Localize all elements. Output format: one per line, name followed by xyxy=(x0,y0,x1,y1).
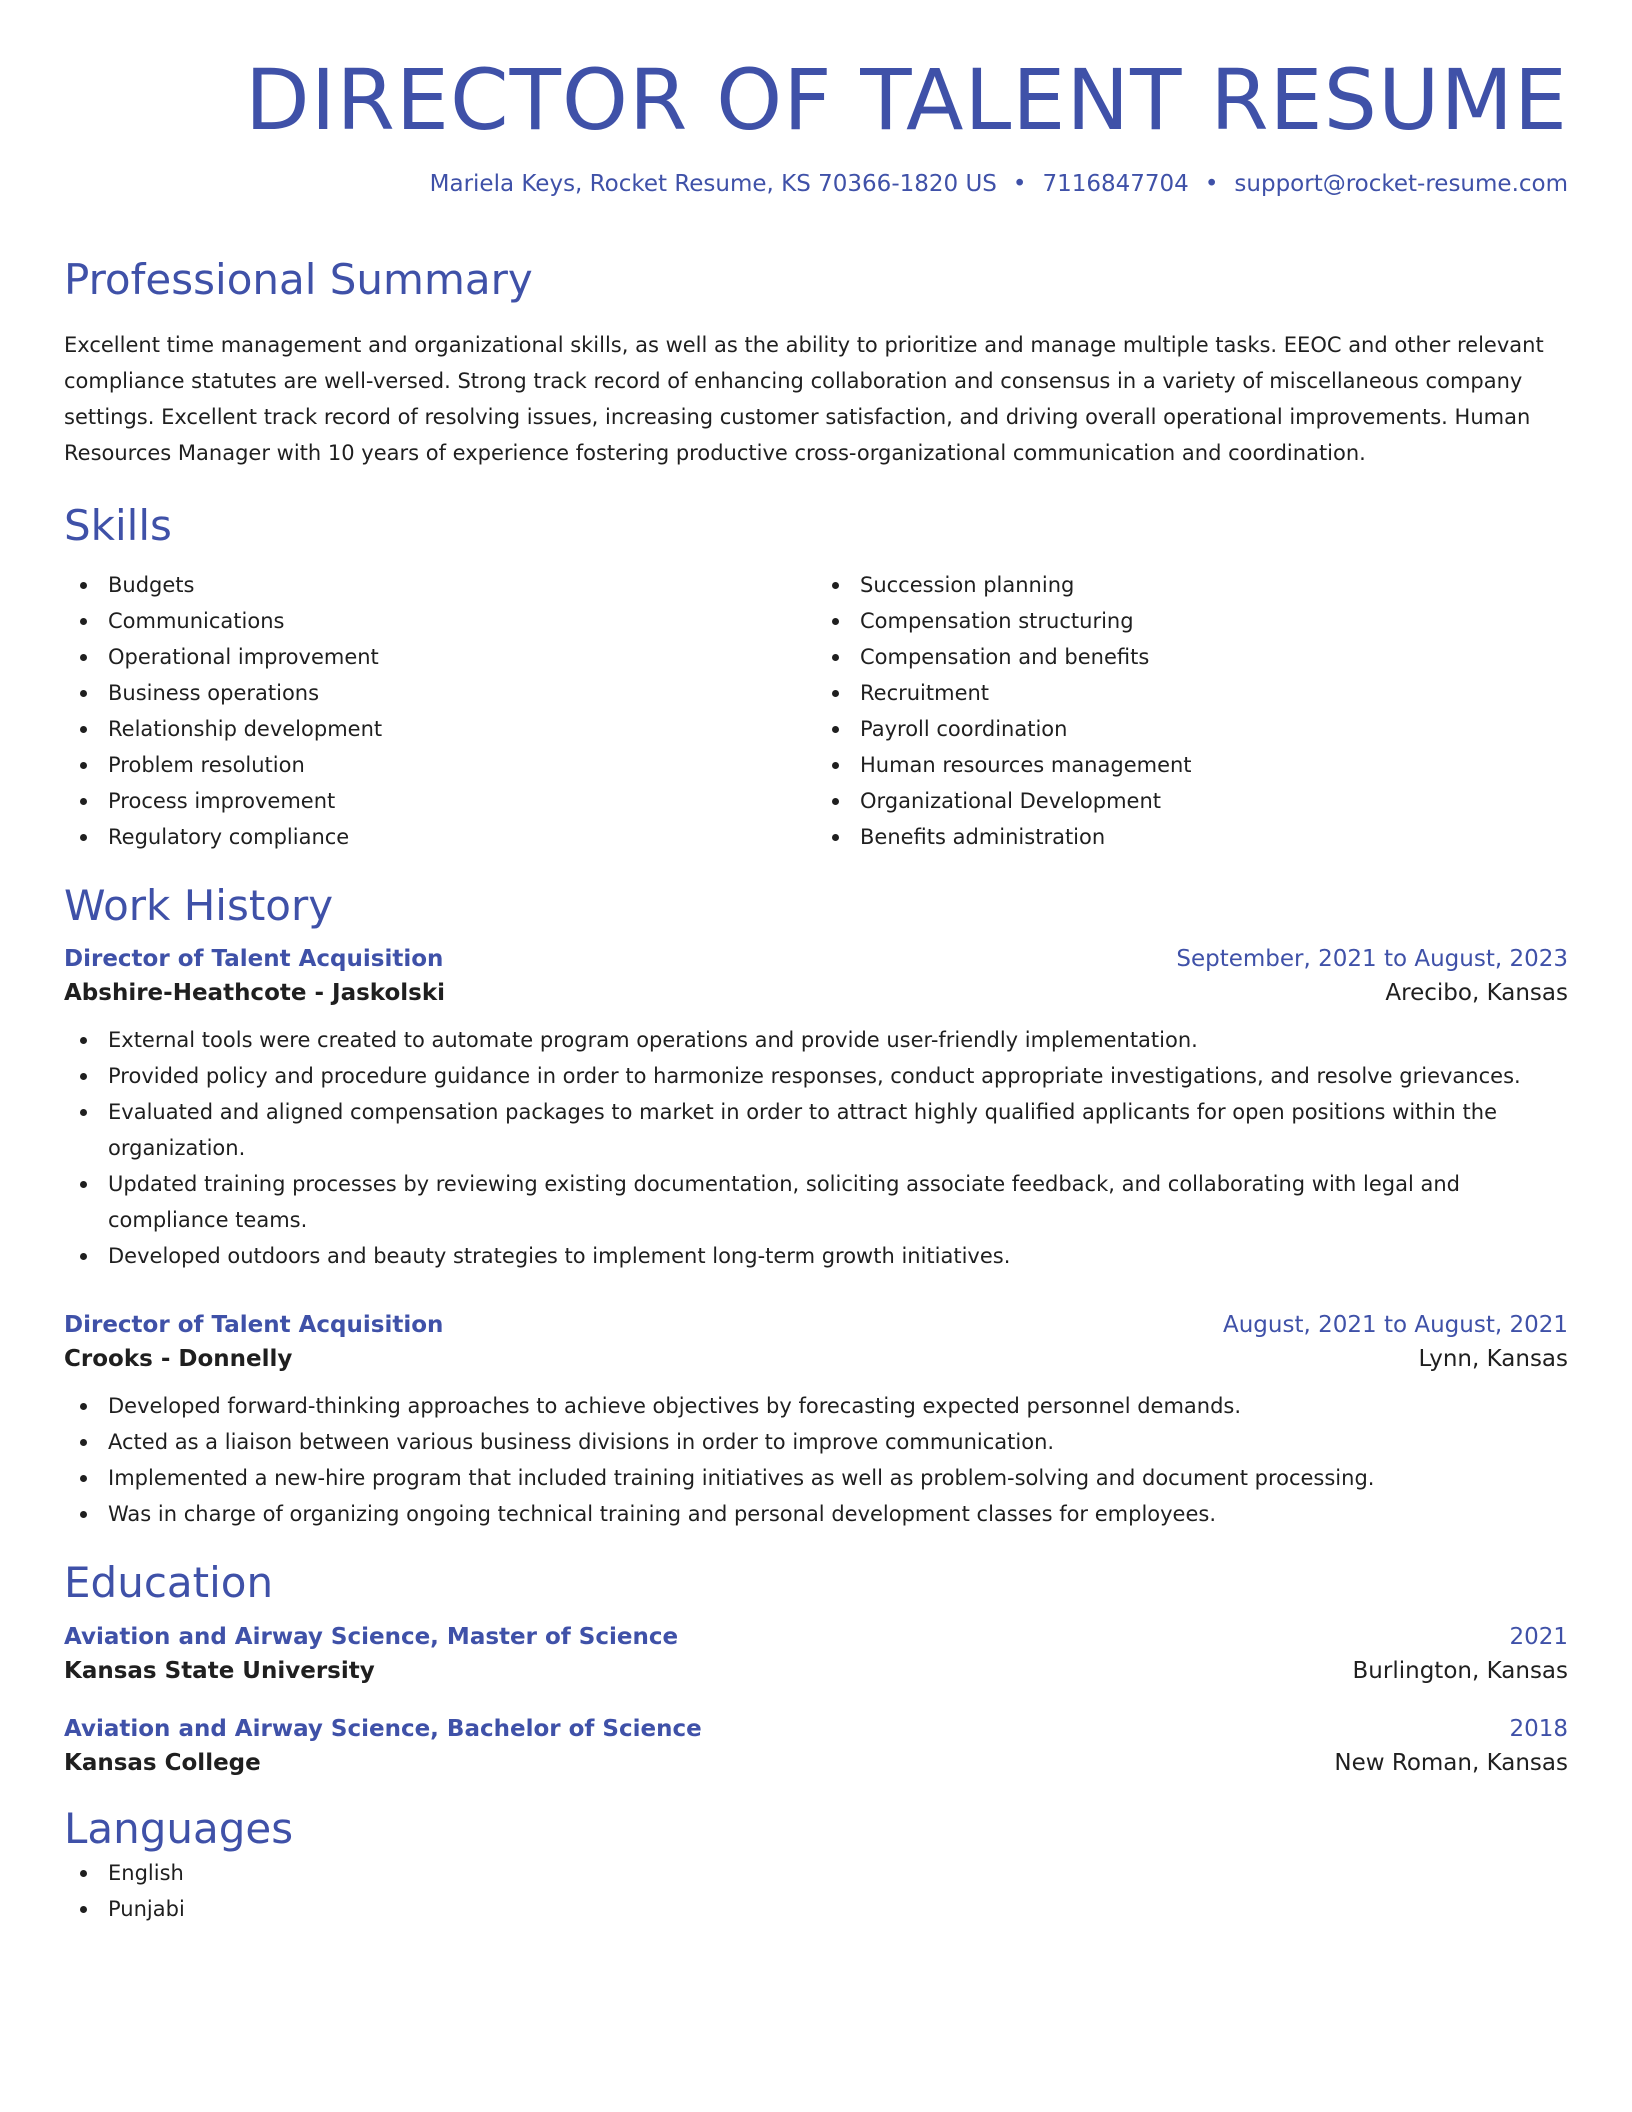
skill-item: Benefits administration xyxy=(816,819,1568,855)
job-bullet: Updated training processes by reviewing existing documentation, soliciting associate feedback, and collaborating with legal and compliance teams. xyxy=(64,1166,1568,1238)
contact-line xyxy=(64,171,1568,197)
contact-phone: 7116847704 xyxy=(1042,170,1189,197)
work-history-heading: Work History xyxy=(64,881,334,931)
skill-item: Problem resolution xyxy=(64,747,816,783)
summary-heading: Professional Summary xyxy=(64,254,533,304)
contact-separator: • xyxy=(1204,170,1219,197)
job-bullet: Provided policy and procedure guidance in order to harmonize responses, conduct appropriate investigations, and resolve grievances. xyxy=(64,1058,1568,1094)
skill-item: Relationship development xyxy=(64,711,816,747)
education-school: Kansas College xyxy=(64,1750,261,1777)
skill-item: Process improvement xyxy=(64,783,816,819)
education-year: 2021 xyxy=(1509,1624,1568,1651)
job-company: Abshire-Heathcote - Jaskolski xyxy=(64,979,446,1006)
job-location: Lynn, Kansas xyxy=(1418,1345,1568,1372)
contact-email: support@rocket-resume.com xyxy=(1234,170,1568,197)
job-entry xyxy=(64,946,1568,1274)
job-bullet: Acted as a liaison between various business divisions in order to improve communication. xyxy=(64,1424,1568,1460)
skills-grid xyxy=(64,567,1568,855)
skill-item: Organizational Development xyxy=(816,783,1568,819)
skill-item: Regulatory compliance xyxy=(64,819,816,855)
page-title: DIRECTOR OF TALENT RESUME xyxy=(245,51,1568,149)
languages-list xyxy=(64,1855,1568,1927)
language-item: Punjabi xyxy=(64,1891,1568,1927)
job-title: Director of Talent Acquisition xyxy=(64,1311,444,1338)
education-entry xyxy=(64,1624,1568,1684)
skill-item: Compensation structuring xyxy=(816,603,1568,639)
skill-item: Recruitment xyxy=(816,675,1568,711)
skill-item: Communications xyxy=(64,603,816,639)
job-bullet: Was in charge of organizing ongoing technical training and personal development classes for employees. xyxy=(64,1496,1568,1532)
education-degree: Aviation and Airway Science, Master of Science xyxy=(64,1624,679,1651)
skill-item: Human resources management xyxy=(816,747,1568,783)
job-bullet: Developed outdoors and beauty strategies to implement long-term growth initiatives. xyxy=(64,1238,1568,1274)
contact-address: Mariela Keys, Rocket Resume, KS 70366-1820 US xyxy=(429,170,997,197)
summary-text: Excellent time management and organizational skills, as well as the ability to prioritize and manage multiple tasks. EEOC and other relevant compliance statutes are well-versed. Strong track record of enhancing collaboration and consensus in a variety of miscellaneous company settings. Excellent track record of resolving issues, increasing customer satisfaction, and driving overall operational improvements. Human Resources Manager with 10 years of experience fostering productive cross-organizational communication and coordination. xyxy=(64,332,1544,465)
skills-list-left xyxy=(64,567,816,855)
languages-heading: Languages xyxy=(64,1804,294,1854)
skills-list-right xyxy=(816,567,1568,855)
job-dates: August, 2021 to August, 2021 xyxy=(1223,1311,1568,1338)
skill-item: Payroll coordination xyxy=(816,711,1568,747)
skills-heading: Skills xyxy=(64,500,172,550)
skill-item: Budgets xyxy=(64,567,816,603)
job-dates: September, 2021 to August, 2023 xyxy=(1176,945,1568,972)
skill-item: Business operations xyxy=(64,675,816,711)
job-entry xyxy=(64,1312,1568,1532)
skill-item: Compensation and benefits xyxy=(816,639,1568,675)
education-location: Burlington, Kansas xyxy=(1352,1658,1568,1685)
education-entry xyxy=(64,1716,1568,1776)
job-bullets xyxy=(64,1388,1568,1532)
language-item: English xyxy=(64,1855,1568,1891)
education-location: New Roman, Kansas xyxy=(1334,1750,1568,1777)
job-bullet: Evaluated and aligned compensation packages to market in order to attract highly qualified applicants for open positions within the organization. xyxy=(64,1094,1568,1166)
education-degree: Aviation and Airway Science, Bachelor of Science xyxy=(64,1716,702,1743)
education-school: Kansas State University xyxy=(64,1658,375,1685)
job-company: Crooks - Donnelly xyxy=(64,1345,293,1372)
contact-separator: • xyxy=(1012,170,1027,197)
job-bullets xyxy=(64,1022,1568,1274)
skill-item: Succession planning xyxy=(816,567,1568,603)
job-bullet: External tools were created to automate program operations and provide user-friendly implementation. xyxy=(64,1022,1568,1058)
job-title: Director of Talent Acquisition xyxy=(64,945,444,972)
job-bullet: Developed forward-thinking approaches to achieve objectives by forecasting expected personnel demands. xyxy=(64,1388,1568,1424)
education-year: 2018 xyxy=(1509,1716,1568,1743)
job-bullet: Implemented a new-hire program that included training initiatives as well as problem-solving and document processing. xyxy=(64,1460,1568,1496)
job-location: Arecibo, Kansas xyxy=(1385,979,1568,1006)
education-heading: Education xyxy=(64,1557,274,1607)
skill-item: Operational improvement xyxy=(64,639,816,675)
